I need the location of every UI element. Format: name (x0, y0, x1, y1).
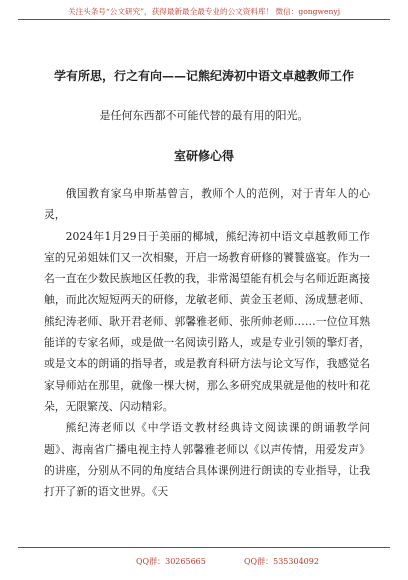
paragraph: 2024年1月29日于美丽的椰城，熊纪涛初中语文卓越教师工作室的兄弟姐妹们又一次相聚，开启一场教育研修的饕餮盛宴。作为一名一直在少数民族地区任教的我，非常渴望能有机会与名师近距离接触，而此次短短两天的研修，龙敏老师、黄金玉老师、汤成慧老师、熊纪涛老师、耿开君老师、郭馨雅老师、张所帅老师……一位位耳熟能详的专家名师，或是做一名阅读引路人，或是专业引领的擎灯者，或是文本的朗诵的指导者，或是教育科研方法与论文写作，我感觉名家导师站在那里，就像一棵大树，那么多研究成果就是他的枝叶和花朵，无限繁茂、闪动精彩。 (44, 229, 370, 413)
paragraph: 熊纪涛老师以《中学语文教材经典诗文阅读课的朗诵教学问题》、海南省广播电视主持人郭馨雅老师以《以声传情，用爱发声》的讲座，分别从不同的角度结合具体课例进行朗读的专业指导，让我打开了新的语文世界。《天 (44, 421, 370, 499)
qq-group-1: QQ群：30265665 (136, 557, 206, 566)
document-title-line1: 学有所思，行之有向——记熊纪涛初中语文卓越教师工作 (53, 69, 354, 83)
qq-group-2: QQ群：535304092 (244, 557, 319, 566)
header-notice: 关注头条号“公文研究”，获得最新最全最专业的公文资料库！ 微信：gongwenyj (67, 7, 341, 16)
document-body (44, 183, 370, 502)
document-title-line2: 室研修心得 (173, 149, 234, 163)
paragraph: 俄国教育家乌申斯基曾言，教师个人的范例，对于青年人的心灵， (44, 187, 370, 222)
footer (18, 547, 390, 572)
header-divider (18, 19, 390, 20)
document-subtitle: 是任何东西都不可能代替的最有用的阳光。 (99, 109, 309, 122)
